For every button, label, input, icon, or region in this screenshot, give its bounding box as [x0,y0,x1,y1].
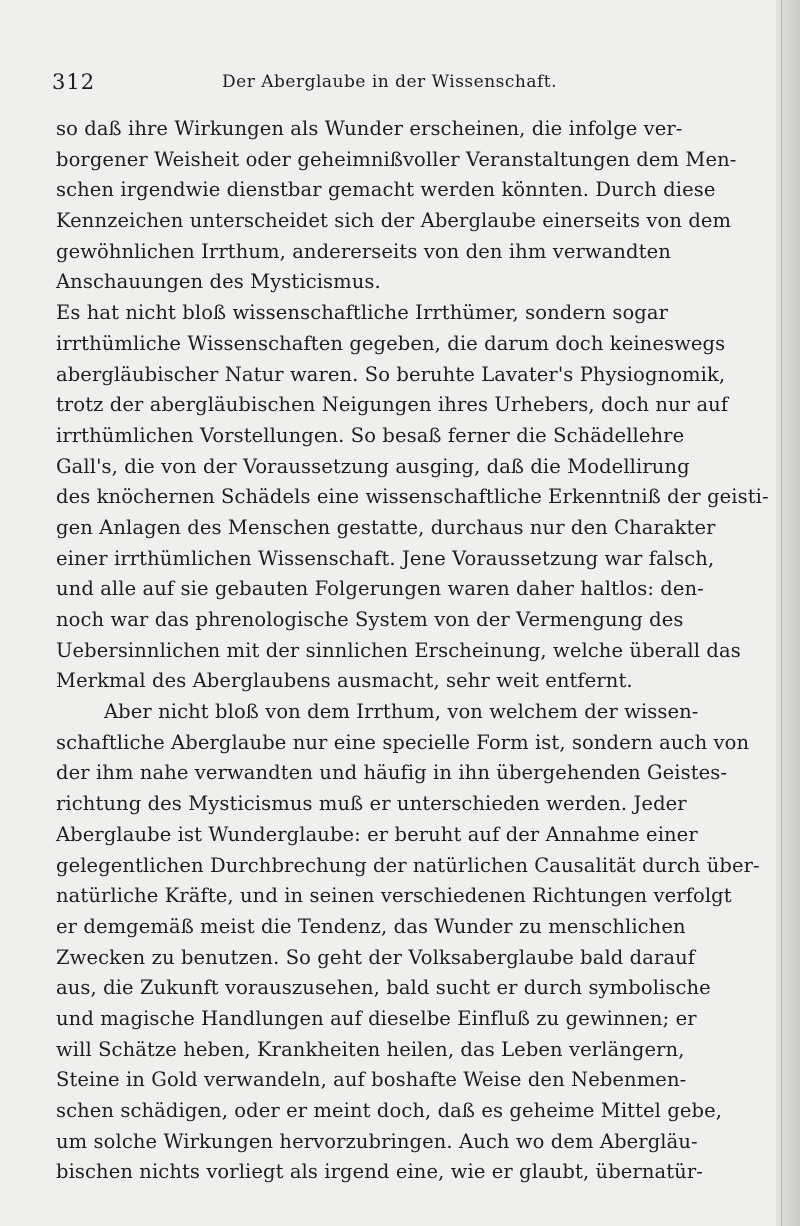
text-line: gelegentlichen Durchbrechung der natürlichen Causalität durch über- [56,853,760,877]
text-line: Aberglaube ist Wunderglaube: er beruht auf der Annahme einer [56,822,698,846]
text-line: Uebersinnlichen mit der sinnlichen Erscheinung, welche überall das [56,638,741,662]
text-line: Kennzeichen unterscheidet sich der Aberglaube einerseits von dem [56,209,732,233]
text-line: noch war das phrenologische System von der Vermengung des [56,608,684,631]
text-line: gewöhnlichen Irrthum, andererseits von den ihm verwandten [56,239,671,263]
text-line: Aber nicht bloß von dem Irrthum, von welchem der wissen- [104,700,699,724]
text-line: schaftliche Aberglaube nur eine specielle Form ist, sondern auch von [56,730,750,754]
text-line: Zwecken zu benutzen. So geht der Volksaberglaube bald darauf [56,945,696,969]
text-line: Gall's, die von der Voraussetzung ausging, daß die Modellirung [56,454,690,478]
text-line: um solche Wirkungen hervorzubringen. Auch wo dem Abergläu- [56,1129,698,1153]
text-line: Es hat nicht bloß wissenschaftliche Irrthümer, sondern sogar [56,301,669,325]
text-line: bischen nichts vorliegt als irgend eine, wie er glaubt, übernatür- [56,1160,703,1184]
text-line: irrthümlichen Vorstellungen. So besaß ferner die Schädellehre [56,423,685,447]
text-line: schen irgendwie dienstbar gemacht werden könnten. Durch diese [56,178,716,202]
page-header [52,70,732,102]
text-line: will Schätze heben, Krankheiten heilen, das Leben verlängern, [56,1037,685,1061]
page-edge-shadow [776,0,800,1226]
text-line: irrthümliche Wissenschaften gegeben, die darum doch keineswegs [56,331,726,355]
text-line: trotz der abergläubischen Neigungen ihres Urhebers, doch nur auf [56,393,729,417]
text-line: Steine in Gold verwandeln, auf boshafte Weise den Nebenmen- [56,1068,687,1092]
text-line: und magische Handlungen auf dieselbe Einfluß zu gewinnen; er [56,1006,697,1030]
text-line: und alle auf sie gebauten Folgerungen waren daher haltlos: den- [56,577,704,601]
text-line: Anschauungen des Mysticismus. [56,270,381,294]
text-line: er demgemäß meist die Tendenz, das Wunder zu menschlichen [56,914,686,938]
text-line: einer irrthümlichen Wissenschaft. Jene Voraussetzung war falsch, [56,546,715,570]
page-edge-line [781,0,782,1226]
text-line: gen Anlagen des Menschen gestatte, durchaus nur den Charakter [56,515,716,539]
text-line: der ihm nahe verwandten und häufig in ihn übergehenden Geistes- [56,761,728,785]
text-line: so daß ihre Wirkungen als Wunder erscheinen, die infolge ver- [56,117,683,140]
body-text [56,114,769,1188]
text-line: des knöchernen Schädels eine wissenschaftliche Erkenntniß der geisti- [56,485,769,509]
page-number: 312 [52,70,96,94]
text-line: borgener Weisheit oder geheimnißvoller Veranstaltungen dem Men- [56,147,737,171]
text-line: schen schädigen, oder er meint doch, daß es geheime Mittel gebe, [56,1099,723,1122]
text-line: Merkmal des Aberglaubens ausmacht, sehr weit entfernt. [56,669,633,693]
text-line: natürliche Kräfte, und in seinen verschiedenen Richtungen verfolgt [56,884,732,908]
text-line: richtung des Mysticismus muß er unterschieden werden. Jeder [56,792,687,816]
text-line: aus, die Zukunft vorauszusehen, bald sucht er durch symbolische [56,976,711,1000]
text-line: abergläubischer Natur waren. So beruhte Lavater's Physiognomik, [56,362,726,386]
running-head: Der Aberglaube in der Wissenschaft. [222,72,558,92]
